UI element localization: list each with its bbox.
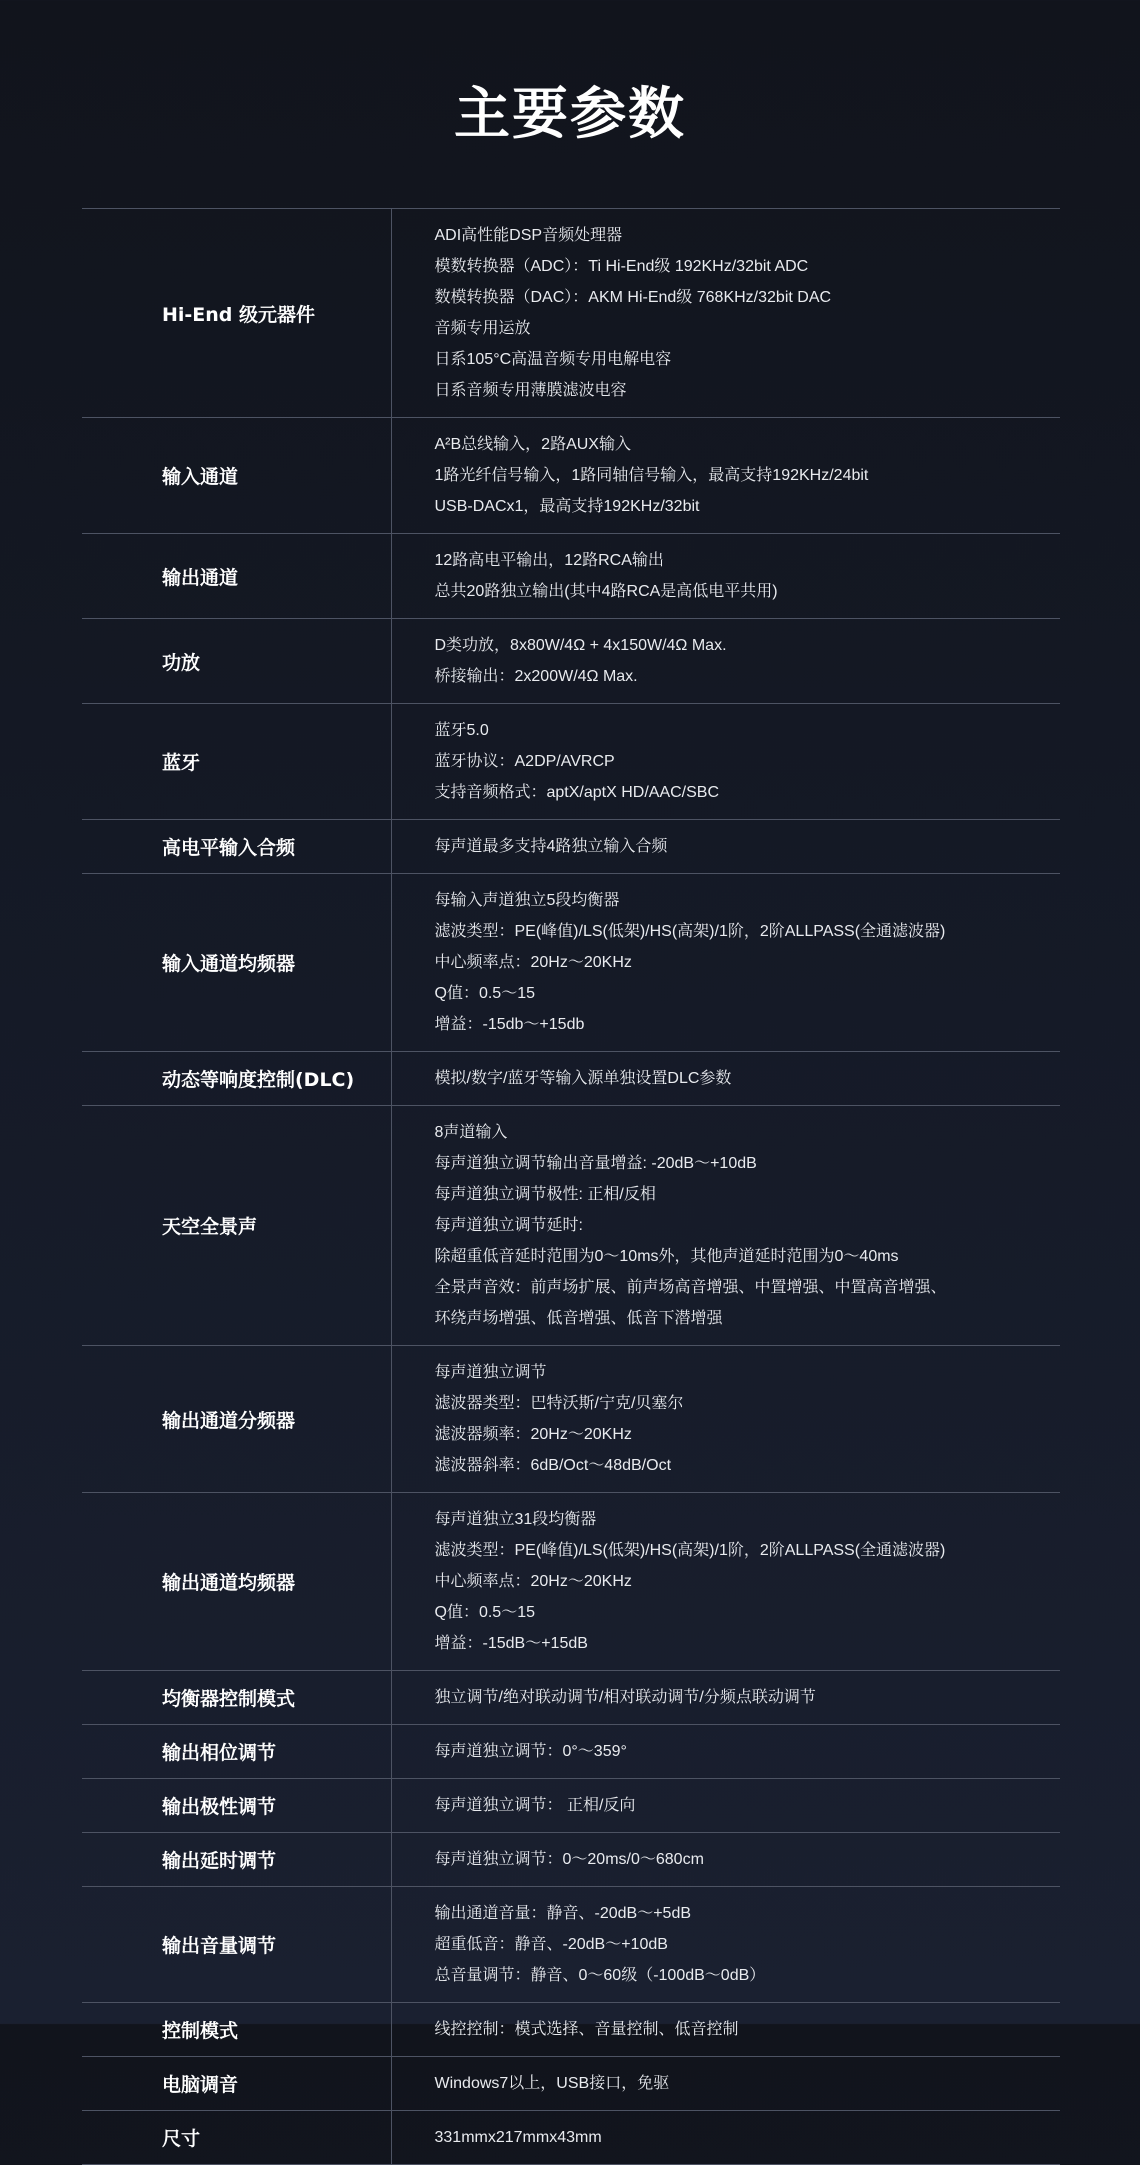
spec-value-cell: [391, 1725, 1060, 1779]
spec-value-line: 中心频率点：20Hz～20KHz: [434, 954, 632, 971]
spec-value-line: 每声道独立31段均衡器: [434, 1511, 597, 1528]
spec-value-line: 支持音频格式：aptX/aptX HD/AAC/SBC: [434, 784, 720, 801]
spec-value-cell: [391, 1493, 1060, 1671]
spec-name: 动态等响度控制(DLC): [82, 1052, 391, 1106]
spec-value-cell: [391, 874, 1060, 1052]
spec-row: [82, 1106, 1060, 1346]
spec-value-line: A²B总线输入，2路AUX输入: [434, 436, 631, 453]
spec-name: 控制模式: [82, 2003, 391, 2057]
spec-name: 尺寸: [82, 2111, 391, 2165]
spec-value-line: 独立调节/绝对联动调节/相对联动调节/分频点联动调节: [434, 1689, 816, 1706]
spec-name: 输出音量调节: [82, 1887, 391, 2003]
spec-row: [82, 874, 1060, 1052]
spec-row: [82, 619, 1060, 704]
spec-name: 蓝牙: [82, 704, 391, 820]
spec-row: [82, 1671, 1060, 1725]
spec-name: 输出通道均频器: [82, 1493, 391, 1671]
spec-table: [82, 208, 1060, 2165]
spec-value-cell: [391, 2003, 1060, 2057]
spec-value-line: 每声道独立调节：0～20ms/0～680cm: [434, 1851, 704, 1868]
spec-value-line: 数模转换器（DAC）：AKM Hi-End级 768KHz/32bit DAC: [434, 289, 832, 306]
spec-row: [82, 1346, 1060, 1493]
spec-name: 输入通道均频器: [82, 874, 391, 1052]
spec-value-line: USB-DACx1，最高支持192KHz/32bit: [434, 498, 700, 515]
spec-value-line: 增益：-15db～+15db: [434, 1016, 585, 1033]
spec-value-line: 超重低音：静音、-20dB～+10dB: [434, 1936, 668, 1953]
spec-name: 天空全景声: [82, 1106, 391, 1346]
spec-value-line: 滤波类型：PE(峰值)/LS(低架)/HS(高架)/1阶，2阶ALLPASS(全通滤波器): [434, 923, 946, 940]
spec-name: 输入通道: [82, 418, 391, 534]
spec-value-line: 每声道独立调节： 正相/反向: [434, 1797, 636, 1814]
spec-name: Hi-End 级元器件: [82, 209, 391, 418]
spec-row: [82, 2111, 1060, 2165]
spec-row: [82, 1493, 1060, 1671]
spec-value-line: 中心频率点：20Hz～20KHz: [434, 1573, 632, 1590]
spec-value-line: 除超重低音延时范围为0～10ms外，其他声道延时范围为0～40ms: [434, 1248, 899, 1265]
spec-value-line: 滤波器斜率：6dB/Oct～48dB/Oct: [434, 1457, 672, 1474]
spec-value-cell: [391, 418, 1060, 534]
spec-value-line: 331mmx217mmx43mm: [434, 2129, 602, 2146]
spec-value-line: ADI高性能DSP音频处理器: [434, 227, 623, 244]
spec-value-cell: [391, 534, 1060, 619]
spec-value-line: Q值：0.5～15: [434, 985, 535, 1002]
spec-value-cell: [391, 1887, 1060, 2003]
spec-value-line: 环绕声场增强、低音增强、低音下潜增强: [434, 1310, 723, 1327]
spec-row: [82, 2003, 1060, 2057]
spec-value-line: 滤波类型：PE(峰值)/LS(低架)/HS(高架)/1阶，2阶ALLPASS(全通滤波器): [434, 1542, 946, 1559]
spec-value-line: 每声道独立调节: [434, 1364, 547, 1381]
spec-name: 输出通道: [82, 534, 391, 619]
spec-name: 输出极性调节: [82, 1779, 391, 1833]
spec-row: [82, 209, 1060, 418]
spec-value-cell: [391, 1106, 1060, 1346]
spec-row: [82, 704, 1060, 820]
spec-value-cell: [391, 619, 1060, 704]
spec-value-line: 每声道最多支持4路独立输入合频: [434, 838, 668, 855]
spec-value-line: 输出通道音量：静音、-20dB～+5dB: [434, 1905, 692, 1922]
spec-row: [82, 2057, 1060, 2111]
spec-value-line: 12路高电平输出，12路RCA输出: [434, 552, 664, 569]
spec-name: 输出通道分频器: [82, 1346, 391, 1493]
spec-value-line: 日系音频专用薄膜滤波电容: [434, 382, 627, 399]
spec-value-line: 日系105°C高温音频专用电解电容: [434, 351, 672, 368]
spec-value-line: 每输入声道独立5段均衡器: [434, 892, 620, 909]
spec-value-cell: [391, 1346, 1060, 1493]
spec-value-line: 增益：-15dB～+15dB: [434, 1635, 588, 1652]
spec-table-body: [82, 209, 1060, 2165]
spec-value-line: Q值：0.5～15: [434, 1604, 535, 1621]
spec-value-line: D类功放，8x80W/4Ω + 4x150W/4Ω Max.: [434, 637, 727, 654]
spec-value-line: 模数转换器（ADC）：Ti Hi-End级 192KHz/32bit ADC: [434, 258, 809, 275]
spec-value-line: 每声道独立调节：0°～359°: [434, 1743, 627, 1760]
spec-value-line: Windows7以上，USB接口，免驱: [434, 2075, 670, 2092]
spec-row: [82, 1052, 1060, 1106]
spec-value-line: 全景声音效：前声场扩展、前声场高音增强、中置增强、中置高音增强、: [434, 1279, 947, 1296]
spec-value-cell: [391, 1833, 1060, 1887]
spec-name: 功放: [82, 619, 391, 704]
spec-value-line: 模拟/数字/蓝牙等输入源单独设置DLC参数: [434, 1070, 732, 1087]
spec-value-cell: [391, 1671, 1060, 1725]
spec-value-line: 1路光纤信号输入，1路同轴信号输入，最高支持192KHz/24bit: [434, 467, 869, 484]
spec-value-cell: [391, 2057, 1060, 2111]
spec-name: 输出延时调节: [82, 1833, 391, 1887]
spec-value-line: 每声道独立调节输出音量增益: -20dB～+10dB: [434, 1155, 757, 1172]
spec-value-line: 桥接输出：2x200W/4Ω Max.: [434, 668, 638, 685]
spec-row: [82, 1833, 1060, 1887]
spec-value-cell: [391, 820, 1060, 874]
spec-row: [82, 1887, 1060, 2003]
spec-value-line: 每声道独立调节极性: 正相/反相: [434, 1186, 656, 1203]
spec-row: [82, 418, 1060, 534]
spec-row: [82, 820, 1060, 874]
spec-value-line: 蓝牙协议：A2DP/AVRCP: [434, 753, 615, 770]
spec-value-line: 线控控制：模式选择、音量控制、低音控制: [434, 2021, 739, 2038]
spec-row: [82, 1725, 1060, 1779]
spec-value-line: 总共20路独立输出(其中4路RCA是高低电平共用): [434, 583, 778, 600]
spec-value-line: 蓝牙5.0: [434, 722, 489, 739]
spec-value-line: 滤波器频率：20Hz～20KHz: [434, 1426, 632, 1443]
spec-name: 电脑调音: [82, 2057, 391, 2111]
spec-name: 高电平输入合频: [82, 820, 391, 874]
spec-value-cell: [391, 2111, 1060, 2165]
spec-value-line: 总音量调节：静音、0～60级（-100dB～0dB）: [434, 1967, 766, 1984]
spec-value-cell: [391, 209, 1060, 418]
spec-value-line: 8声道输入: [434, 1124, 508, 1141]
page-title: 主要参数: [454, 82, 686, 147]
spec-name: 均衡器控制模式: [82, 1671, 391, 1725]
spec-name: 输出相位调节: [82, 1725, 391, 1779]
spec-row: [82, 534, 1060, 619]
spec-value-line: 每声道独立调节延时:: [434, 1217, 583, 1234]
spec-row: [82, 1779, 1060, 1833]
spec-value-line: 音频专用运放: [434, 320, 531, 337]
spec-value-cell: [391, 704, 1060, 820]
spec-value-cell: [391, 1052, 1060, 1106]
spec-value-cell: [391, 1779, 1060, 1833]
spec-value-line: 滤波器类型：巴特沃斯/宁克/贝塞尔: [434, 1395, 684, 1412]
